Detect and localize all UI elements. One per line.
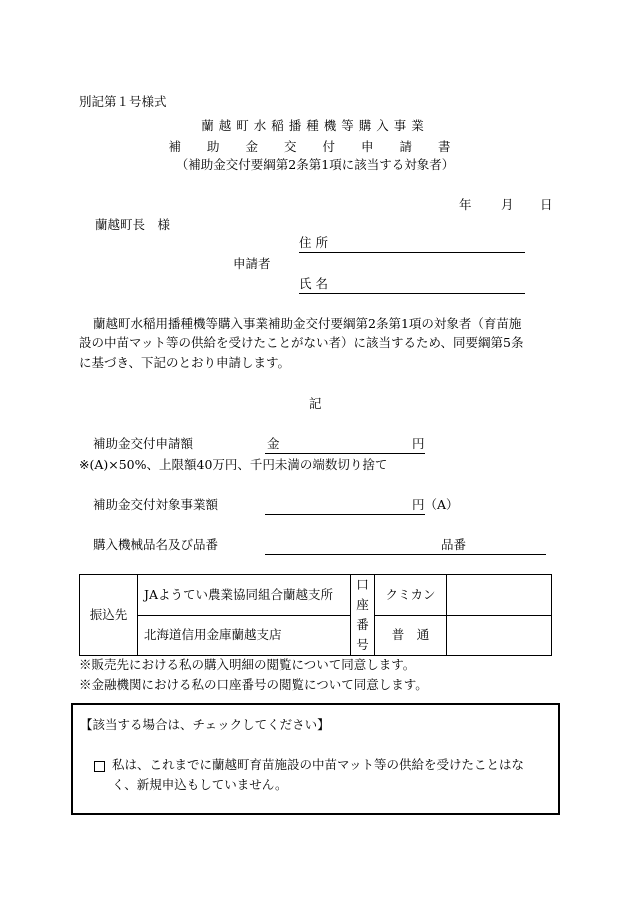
date-day: 日 (540, 197, 553, 212)
target-amount-label: 補助金交付対象事業額 (93, 497, 219, 512)
body-line-2: 設の中苗マット等の供給を受けたことがない者）に該当するため、同要綱第5条 (79, 335, 524, 350)
payment-destination-header: 振込先 (80, 575, 138, 656)
form-title: 蘭越町水稲播種機等購入事業 (201, 118, 429, 133)
machine-label: 購入機械品名及び品番 (93, 537, 219, 552)
form-subtitle: 補助金交付申請書 (168, 139, 477, 154)
machine-number-label: 品番 (441, 537, 467, 552)
grant-amount-prefix: 金 (267, 436, 280, 451)
date-year: 年 (459, 197, 472, 212)
name-label: 氏 名 (299, 276, 328, 291)
applicant-label: 申請者 (233, 256, 271, 271)
body-line-3: に基づき、下記のとおり申請します。 (79, 355, 291, 370)
eligibility-checkbox[interactable] (94, 760, 105, 773)
date-month: 月 (501, 197, 514, 212)
body-line-1: 蘭越町水稲用播種機等購入事業補助金交付要綱第2条第1項の対象者（育苗施 (93, 316, 522, 331)
grant-amount-unit: 円 (412, 436, 425, 451)
target-amount-unit: 円（A） (412, 497, 459, 512)
address-label: 住 所 (299, 235, 328, 250)
account-type-ordinary: 普 通 (375, 615, 447, 656)
name-field[interactable] (299, 277, 525, 294)
form-scope-note: （補助金交付要綱第2条第1項に該当する対象者） (175, 157, 455, 172)
grant-amount-note: ※(A)×50%、上限額40万円、千円未満の端数切り捨て (79, 457, 388, 472)
eligibility-statement-line-1: 私は、これまでに蘭越町育苗施設の中苗マット等の供給を受けたことはな (112, 757, 525, 772)
account-number-cell-1[interactable] (447, 575, 552, 616)
checkbox-section-heading: 【該当する場合は、チェックしてください】 (80, 717, 330, 732)
machine-field[interactable] (265, 538, 546, 555)
account-number-cell-2[interactable] (447, 615, 552, 656)
consent-bank: ※金融機関における私の口座番号の閲覧について同意します。 (79, 677, 428, 692)
target-amount-field[interactable] (265, 498, 425, 515)
payment-destination-table (79, 574, 552, 656)
eligibility-statement-line-2: く、新規申込もしていません。 (112, 777, 288, 792)
address-field[interactable] (299, 236, 525, 253)
bank-option-shinkin: 北海道信用金庫蘭越支店 (138, 615, 351, 656)
bank-option-ja: JAようてい農業協同組合蘭越支所 (138, 575, 351, 616)
account-kumikan: クミカン (375, 575, 447, 616)
consent-sales: ※販売先における私の購入明細の閲覧について同意します。 (79, 657, 416, 672)
record-heading: 記 (309, 396, 322, 411)
form-number: 別記第１号様式 (79, 94, 167, 109)
addressee: 蘭越町長 様 (95, 217, 171, 232)
grant-amount-label: 補助金交付申請額 (93, 436, 194, 451)
account-number-label: 口 座 番 号 (351, 575, 375, 656)
grant-amount-field[interactable] (265, 437, 425, 454)
